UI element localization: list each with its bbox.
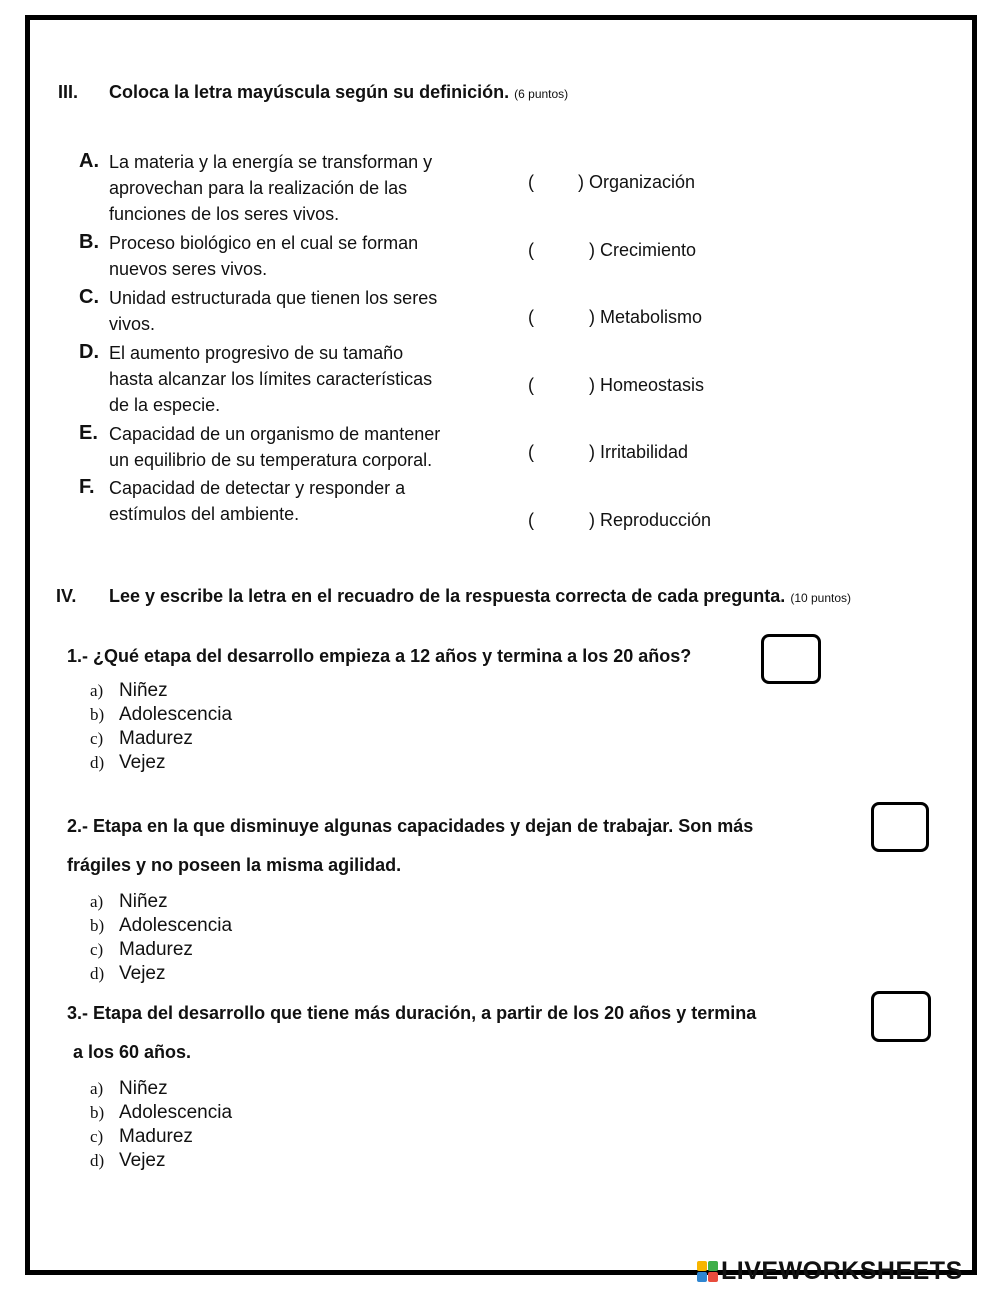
definition-letter: D. — [79, 341, 99, 363]
definition-line: funciones de los seres vivos. — [109, 204, 340, 224]
term-metabolismo: ) Metabolismo — [589, 307, 703, 327]
liveworksheets-logo — [697, 1257, 963, 1286]
logo-square — [697, 1272, 707, 1282]
option-text: Madurez — [119, 939, 193, 960]
section-3-title — [109, 82, 568, 103]
question-1-text: 1.- ¿Qué etapa del desarrollo empieza a 12 años y termina a los 20 años? — [67, 646, 692, 666]
liveworksheets-logo-text: LIVEWORKSHEETS — [721, 1257, 963, 1285]
section-4-points: (10 puntos) — [790, 591, 852, 605]
option-label: d) — [90, 964, 105, 983]
option-label: c) — [90, 729, 104, 748]
option-text: Vejez — [119, 963, 166, 984]
definition-letter: C. — [79, 286, 99, 308]
option-label: c) — [90, 1127, 104, 1146]
answer-box-1[interactable] — [761, 634, 821, 684]
definition-line: estímulos del ambiente. — [109, 504, 300, 524]
definition-line: Capacidad de un organismo de mantener — [109, 424, 441, 444]
definition-line: El aumento progresivo de su tamaño — [109, 343, 404, 363]
section-3-points: (6 puntos) — [514, 87, 569, 101]
option-label: a) — [90, 892, 104, 911]
definition-line: de la especie. — [109, 395, 221, 415]
answer-blank-reproduccion[interactable]: ( — [528, 510, 534, 530]
term-crecimiento: ) Crecimiento — [589, 240, 697, 260]
answer-box-2[interactable] — [871, 802, 929, 852]
definition-letter: B. — [79, 231, 99, 253]
logo-square — [708, 1272, 718, 1282]
logo-square — [697, 1261, 707, 1271]
term-homeostasis: ) Homeostasis — [589, 375, 705, 395]
option-label: d) — [90, 1151, 105, 1170]
definition-line: vivos. — [109, 314, 156, 334]
option-label: b) — [90, 705, 105, 724]
section-3-number: III. — [58, 82, 79, 102]
option-label: b) — [90, 1103, 105, 1122]
option-text: Niñez — [119, 680, 168, 701]
definition-letter: F. — [79, 476, 95, 498]
question-3-text-line-2: a los 60 años. — [73, 1042, 192, 1062]
answer-blank-organizacion[interactable]: ( — [528, 172, 534, 192]
option-label: a) — [90, 681, 104, 700]
section-3-title-text: Coloca la letra mayúscula según su definición. — [109, 82, 510, 102]
definition-line: aprovechan para la realización de las — [109, 178, 408, 198]
option-text: Madurez — [119, 1126, 193, 1147]
definition-line: Capacidad de detectar y responder a — [109, 478, 406, 498]
option-label: b) — [90, 916, 105, 935]
question-2-text-line-1: 2.- Etapa en la que disminuye algunas capacidades y dejan de trabajar. Son más — [67, 816, 754, 836]
answer-blank-homeostasis[interactable]: ( — [528, 375, 534, 395]
definition-line: hasta alcanzar los límites características — [109, 369, 433, 389]
option-text: Adolescencia — [119, 915, 233, 936]
term-irritabilidad: ) Irritabilidad — [589, 442, 689, 462]
option-text: Niñez — [119, 891, 168, 912]
option-text: Niñez — [119, 1078, 168, 1099]
section-4-title-text: Lee y escribe la letra en el recuadro de la respuesta correcta de cada pregunta. — [109, 586, 786, 606]
definition-line: nuevos seres vivos. — [109, 259, 268, 279]
section-4-title — [109, 586, 851, 607]
term-organizacion: ) Organización — [578, 172, 696, 192]
liveworksheets-logo-icon — [697, 1261, 718, 1282]
option-label: a) — [90, 1079, 104, 1098]
definition-letter: A. — [79, 150, 99, 172]
definition-line: Proceso biológico en el cual se forman — [109, 233, 419, 253]
option-label: c) — [90, 940, 104, 959]
answer-box-3[interactable] — [871, 991, 931, 1042]
option-text: Adolescencia — [119, 704, 233, 725]
answer-blank-crecimiento[interactable]: ( — [528, 240, 534, 260]
logo-square — [708, 1261, 718, 1271]
definition-letter: E. — [79, 422, 98, 444]
term-reproduccion: ) Reproducción — [589, 510, 712, 530]
option-text: Adolescencia — [119, 1102, 233, 1123]
definition-line: La materia y la energía se transforman y — [109, 152, 433, 172]
question-2-text-line-2: frágiles y no poseen la misma agilidad. — [67, 855, 402, 875]
answer-blank-metabolismo[interactable]: ( — [528, 307, 534, 327]
option-text: Vejez — [119, 1150, 166, 1171]
question-3-text-line-1: 3.- Etapa del desarrollo que tiene más duración, a partir de los 20 años y termina — [67, 1003, 757, 1023]
definition-line: Unidad estructurada que tienen los seres — [109, 288, 438, 308]
option-text: Madurez — [119, 728, 193, 749]
answer-blank-irritabilidad[interactable]: ( — [528, 442, 534, 462]
definition-line: un equilibrio de su temperatura corporal. — [109, 450, 433, 470]
option-label: d) — [90, 753, 105, 772]
option-text: Vejez — [119, 752, 166, 773]
section-4-number: IV. — [56, 586, 77, 606]
